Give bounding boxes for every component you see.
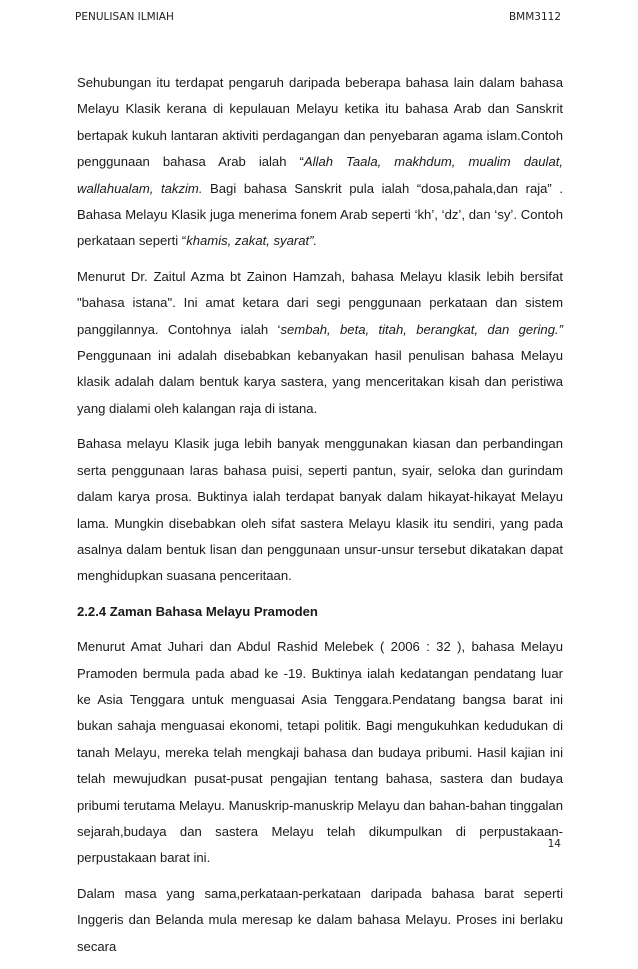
header-course-code: BMM3112 [508,11,561,23]
paragraph-2-text-a: Menurut Dr. Zaitul Azma bt Zainon Hamzah, bahasa Melayu klasik lebih bersifat "bahasa istana". Ini amat ketara dari segi penggunaan perkataan dan sistem panggilannya. Contohnya ialah ‘ [77,268,563,337]
paragraph-2 [77,264,563,422]
document-body [77,70,563,969]
section-heading: 2.2.4 Zaman Bahasa Melayu Pramoden [77,603,318,619]
page-number: 14 [547,838,561,850]
paragraph-2-italic-examples: sembah, beta, titah, berangkat, dan gering.” [280,321,563,337]
paragraph-1 [77,70,563,255]
paragraph-4: Menurut Amat Juhari dan Abdul Rashid Melebek ( 2006 : 32 ), bahasa Melayu Pramoden bermula pada abad ke -19. Buktinya ialah kedatangan pendatang luar ke Asia Tenggara untuk menguasai Asia Tenggara.Pendatang bangsa barat ini bukan sahaja menguasai ekonomi, tetapi politik. Bagi mengukuhkan kedudukan di tanah Melayu, mereka telah mengkaji bahasa dan budaya pribumi. Hasil kajian ini telah mewujudkan pusat-pusat pengajian tentang bahasa, sastera dan budaya pribumi terutama Melayu. Manuskrip-manuskrip Melayu dan bahan-bahan tinggalan sejarah,budaya dan sastera Melayu telah dikumpulkan di perpustakaan-perpustakaan barat ini. [77,639,563,866]
paragraph-3: Bahasa melayu Klasik juga lebih banyak menggunakan kiasan dan perbandingan serta penggunaan laras bahasa puisi, seperti pantun, syair, seloka dan gurindam dalam karya prosa. Buktinya ialah terdapat banyak dalam hikayat-hikayat Melayu lama. Mungkin disebabkan oleh sifat sastera Melayu klasik itu sendiri, yang pada asalnya dalam bentuk lisan dan penggunaan unsur-unsur tersebut dikatakan dapat menghidupkan suasana penceritaan. [77,436,563,584]
paragraph-1-text-c: Bagi bahasa Sanskrit pula ialah “dosa,pahala,dan raja” . Bahasa Melayu Klasik juga menerima fonem Arab seperti ‘kh’, ‘dz’, dan ‘sy’. Contoh perkataan seperti “ [77,180,563,249]
paragraph-2-text-c: Penggunaan ini adalah disebabkan kebanyakan hasil penulisan bahasa Melayu klasik adalah dalam bentuk karya sastera, yang menceritakan kisah dan peristiwa yang dialami oleh kalangan raja di istana. [77,348,563,416]
header-title: PENULISAN ILMIAH [75,11,174,23]
paragraph-5: Dalam masa yang sama,perkataan-perkataan daripada bahasa barat seperti Inggeris dan Belanda mula meresap ke dalam bahasa Melayu. Proses ini berlaku secara [77,885,563,954]
paragraph-1-text-a: Sehubungan itu terdapat pengaruh daripada beberapa bahasa lain dalam bahasa Melayu Klasik kerana di kepulauan Melayu ketika itu bahasa Arab dan Sanskrit bertapak kukuh lantaran aktiviti perdagangan dan penyebaran agama islam.Contoh penggunaan bahasa Arab ialah “ [77,75,563,170]
paragraph-1-italic-arabic-examples: Allah Taala, makhdum, mualim daulat, wallahualam, takzim. [77,154,564,196]
paragraph-1-italic-word-examples: khamis, zakat, syarat”. [186,233,318,249]
